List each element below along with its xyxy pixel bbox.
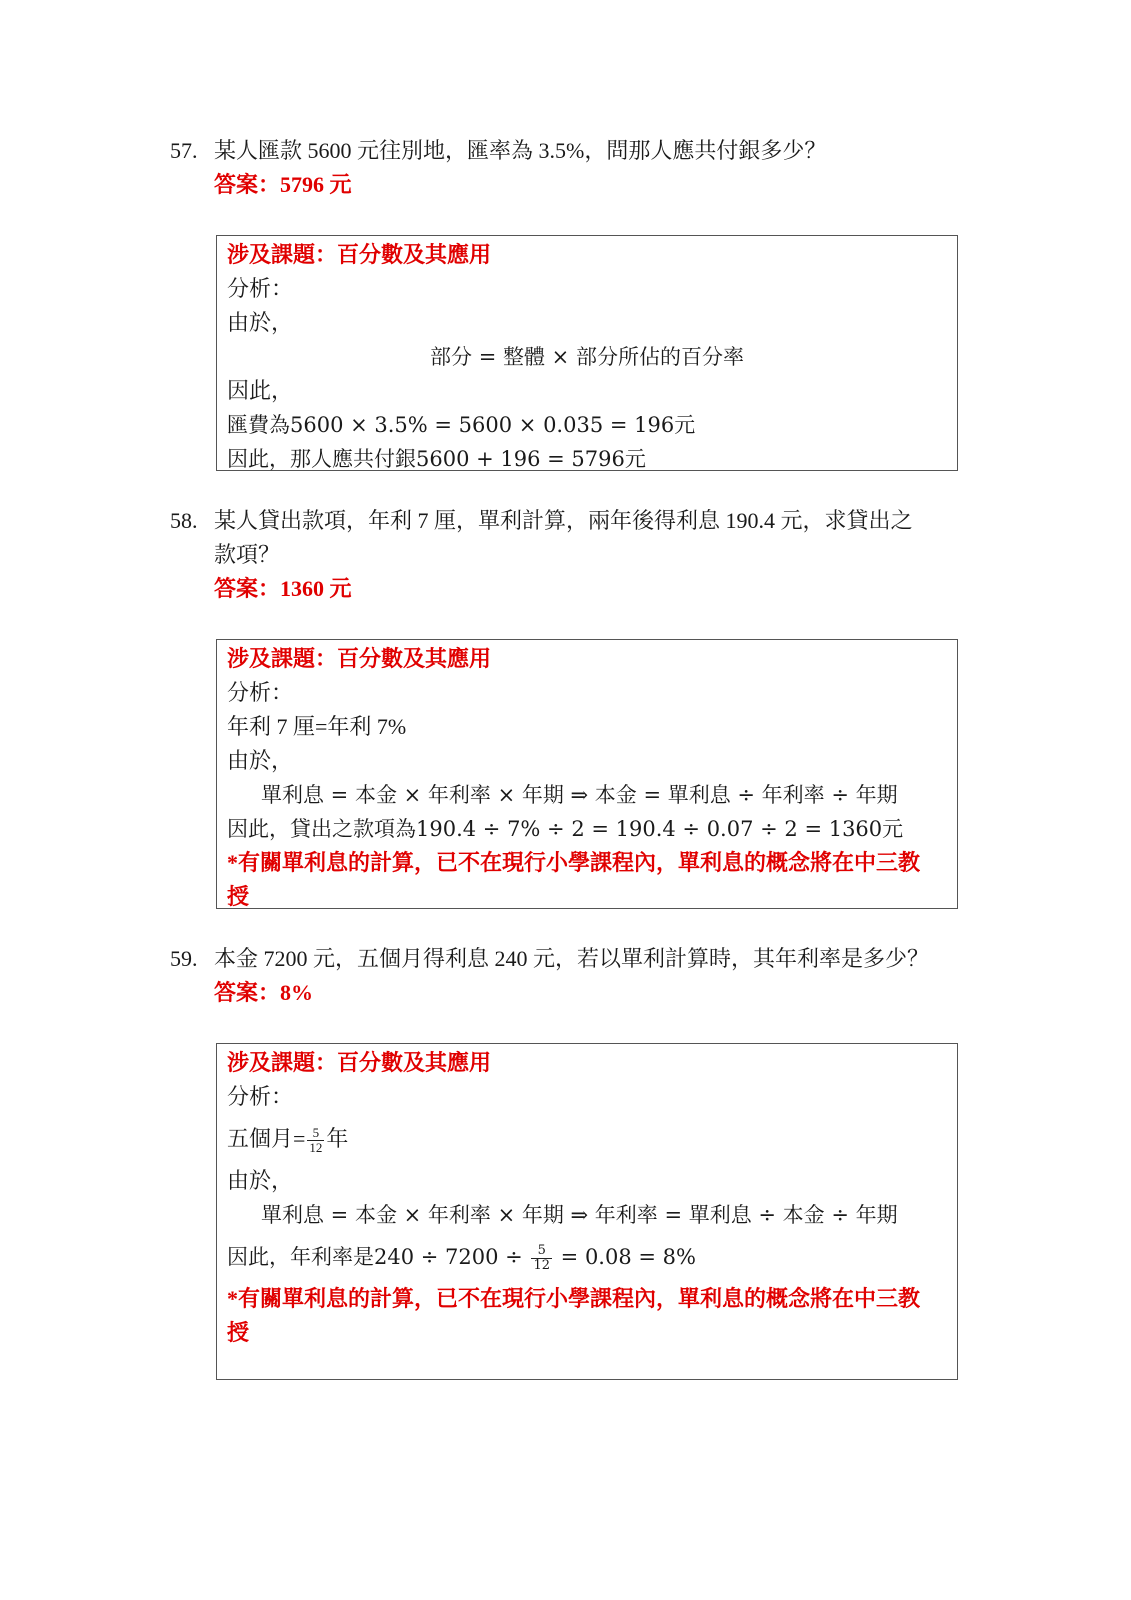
analysis-line: 年利 7 厘=年利 7% [227, 714, 407, 739]
fraction-denominator: 12 [533, 1258, 550, 1273]
answer: 答案：8% [214, 980, 314, 1005]
months-prefix: 五個月= [227, 1126, 306, 1151]
topic-label: 涉及課題：百分數及其應用 [227, 242, 492, 267]
months-line [227, 1114, 947, 1164]
analysis-line: 由於， [227, 1168, 294, 1193]
analysis-label: 分析： [227, 1084, 294, 1109]
fraction-5-12 [531, 1244, 552, 1273]
formula-line: 部分 = 整體 × 部分所佔的百分率 [430, 345, 744, 369]
analysis-label: 分析： [227, 680, 294, 705]
answer: 答案：5796 元 [214, 172, 352, 197]
result-prefix: 因此，年利率是240 ÷ 7200 ÷ [227, 1245, 523, 1269]
question-text: 本金 7200 元，五個月得利息 240 元，若以單利計算時，其年利率是多少？ [214, 946, 930, 971]
fraction-denominator: 12 [309, 1140, 323, 1156]
calculation-line: 匯費為5600 × 3.5% = 5600 × 0.035 = 196元 [227, 413, 696, 437]
question-text-continued: 款項？ [214, 542, 281, 567]
syllabus-note-continued: 授 [227, 884, 250, 909]
result-line [227, 1232, 947, 1282]
question-text: 某人貸出款項，年利 7 厘，單利計算，兩年後得利息 190.4 元，求貸出之 [214, 508, 913, 533]
question-text: 某人匯款 5600 元往別地，匯率為 3.5%，問那人應共付銀多少？ [214, 138, 827, 163]
months-suffix: 年 [326, 1126, 349, 1151]
question-number: 58. [170, 508, 198, 533]
question-number: 57. [170, 138, 198, 163]
result-suffix: = 0.08 = 8% [560, 1245, 696, 1269]
analysis-box-59 [216, 1043, 958, 1380]
syllabus-note: *有關單利息的計算，已不在現行小學課程內，單利息的概念將在中三教 [227, 850, 921, 875]
answer: 答案：1360 元 [214, 576, 352, 601]
topic-label: 涉及課題：百分數及其應用 [227, 646, 492, 671]
calculation-line: 因此，那人應共付銀5600 + 196 = 5796元 [227, 447, 646, 471]
question-number: 59. [170, 946, 198, 971]
calculation-line: 因此，貸出之款項為190.4 ÷ 7% ÷ 2 = 190.4 ÷ 0.07 ÷ 2 = 1360元 [227, 817, 904, 841]
fraction-5-12 [307, 1126, 324, 1155]
formula-line: 單利息 = 本金 × 年利率 × 年期 ⇒ 本金 = 單利息 ÷ 年利率 ÷ 年期 [261, 783, 898, 807]
question-57 [170, 134, 960, 202]
analysis-line: 因此， [227, 378, 294, 403]
formula-line: 單利息 = 本金 × 年利率 × 年期 ⇒ 年利率 = 單利息 ÷ 本金 ÷ 年期 [261, 1203, 898, 1227]
fraction-numerator: 5 [307, 1126, 324, 1141]
analysis-label: 分析： [227, 276, 294, 301]
topic-label: 涉及課題：百分數及其應用 [227, 1050, 492, 1075]
analysis-box-58 [216, 639, 958, 909]
analysis-line: 由於， [227, 310, 294, 335]
analysis-box-57 [216, 235, 958, 471]
fraction-numerator: 5 [531, 1244, 552, 1259]
syllabus-note-continued: 授 [227, 1320, 250, 1345]
syllabus-note: *有關單利息的計算，已不在現行小學課程內，單利息的概念將在中三教 [227, 1286, 921, 1311]
analysis-line: 由於， [227, 748, 294, 773]
question-59 [170, 942, 960, 1010]
question-58 [170, 504, 960, 606]
